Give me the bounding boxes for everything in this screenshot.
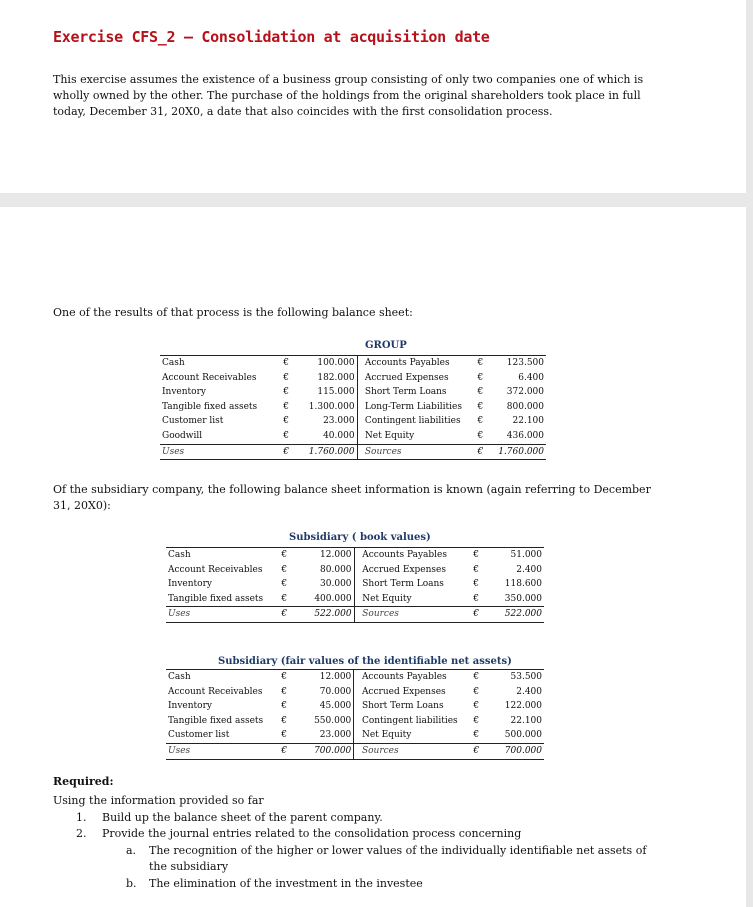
right-label: Short Term Loans	[362, 579, 444, 590]
table-row	[166, 685, 544, 700]
left-currency: €	[281, 715, 288, 726]
right-label: Net Equity	[364, 430, 415, 441]
right-label: Long-Term Liabilities	[364, 401, 462, 412]
item-1-text: Build up the balance sheet of the parent company.	[102, 811, 383, 824]
left-currency: €	[275, 607, 293, 623]
table-row	[166, 548, 544, 563]
subsidiary-book-table	[166, 547, 544, 623]
table-row	[166, 714, 544, 729]
right-amount: 436.000	[506, 430, 544, 441]
right-amount: 122.000	[504, 701, 542, 712]
right-label: Accrued Expenses	[362, 564, 446, 575]
required-intro: Using the information provided so far	[53, 794, 264, 807]
exercise-title: Exercise CFS_2 – Consolidation at acquisition date	[53, 28, 490, 46]
subitem-b-number: b.	[126, 877, 137, 890]
left-currency: €	[275, 548, 293, 563]
left-amount: 23.000	[295, 414, 357, 429]
right-currency: €	[467, 670, 485, 685]
table-row	[160, 371, 546, 386]
right-currency: €	[472, 356, 489, 371]
left-amount: 100.000	[295, 356, 357, 371]
left-amount: 12.000	[293, 548, 354, 563]
left-amount: 1.300.000	[295, 400, 357, 415]
left-amount: 1.760.000	[295, 444, 357, 460]
right-currency: €	[467, 743, 485, 759]
right-amount: 350.000	[504, 593, 542, 604]
page-2	[0, 207, 746, 907]
right-currency: €	[473, 701, 480, 712]
left-amount: 522.000	[293, 607, 354, 623]
right-amount: 522.000	[485, 607, 544, 623]
left-currency: €	[283, 401, 289, 412]
left-label: Cash	[166, 548, 275, 563]
right-amount: 372.000	[506, 387, 544, 398]
subitem-a-number: a.	[126, 844, 137, 857]
right-label: Accounts Payables	[360, 548, 467, 563]
left-currency: €	[283, 430, 289, 441]
left-label: Customer list	[168, 730, 230, 741]
table-row	[160, 356, 546, 371]
right-amount: 2.400	[516, 564, 542, 575]
table-row	[166, 592, 544, 607]
right-amount: 22.100	[512, 416, 544, 427]
right-label: Contingent liabilities	[364, 416, 461, 427]
left-amount: 550.000	[293, 714, 354, 729]
left-currency: €	[278, 444, 295, 460]
right-currency: €	[467, 548, 485, 563]
right-label: Sources	[363, 444, 472, 460]
left-currency: €	[281, 593, 288, 604]
left-amount: 80.000	[293, 563, 354, 578]
intro-paragraph: This exercise assumes the existence of a business group consisting of only two companies one of which is wholly owned by the other. The purchase of the holdings from the original shareholders took place in full today, December 31, 20X0, a date that also coincides with the first consolidation process.	[53, 73, 644, 118]
left-label: Cash	[166, 670, 275, 685]
left-label: Uses	[166, 607, 275, 623]
left-currency: €	[275, 743, 293, 759]
left-currency: €	[281, 579, 288, 590]
right-currency: €	[473, 593, 479, 604]
item-1-number: 1.	[76, 811, 87, 824]
required-heading: Required:	[53, 775, 114, 788]
left-label: Tangible fixed assets	[162, 401, 258, 412]
table-row	[166, 563, 544, 578]
right-currency: €	[473, 715, 480, 726]
subitem-b-text: The elimination of the investment in the investee	[149, 877, 423, 890]
table-row	[160, 429, 546, 444]
left-label: Uses	[166, 743, 275, 759]
subitem-a-text: The recognition of the higher or lower values of the individually identifiable net assets of the subsidiary	[149, 844, 647, 873]
left-currency: €	[281, 686, 288, 697]
subsidiary-fair-title: Subsidiary (fair values of the identifiable net assets)	[218, 656, 512, 667]
left-amount: 70.000	[293, 685, 354, 700]
subsidiary-intro: Of the subsidiary company, the following balance sheet information is known (again referring to December 31, 20X0):	[53, 483, 651, 512]
left-label: Inventory	[168, 701, 212, 712]
table-row	[166, 577, 544, 592]
right-amount: 53.500	[485, 670, 544, 685]
table-row	[160, 385, 546, 400]
right-label: Sources	[360, 607, 467, 623]
left-amount: 40.000	[295, 429, 357, 444]
left-label: Account Receivables	[168, 686, 263, 697]
left-currency: €	[281, 701, 288, 712]
left-currency: €	[278, 356, 295, 371]
right-label: Short Term Loans	[364, 387, 447, 398]
right-currency: €	[477, 372, 484, 383]
left-amount: 700.000	[293, 743, 354, 759]
table-row	[166, 699, 544, 714]
right-currency: €	[467, 607, 485, 623]
left-amount: 30.000	[293, 577, 354, 592]
left-label: Tangible fixed assets	[168, 593, 264, 604]
table-row	[160, 400, 546, 415]
right-amount: 22.100	[510, 715, 542, 726]
left-currency: €	[283, 387, 289, 398]
left-label: Cash	[160, 356, 278, 371]
right-amount: 51.000	[485, 548, 544, 563]
subsidiary-book-title: Subsidiary ( book values)	[289, 532, 431, 543]
left-amount: 115.000	[295, 385, 357, 400]
right-amount: 2.400	[516, 686, 542, 697]
right-currency: €	[477, 387, 484, 398]
left-label: Customer list	[162, 416, 224, 427]
right-label: Contingent liabilities	[361, 715, 458, 726]
subsidiary-fair-table	[166, 669, 544, 760]
right-currency: €	[473, 564, 479, 575]
left-amount: 182.000	[295, 371, 357, 386]
left-amount: 23.000	[293, 728, 354, 743]
left-currency: €	[281, 564, 288, 575]
left-label: Goodwill	[162, 430, 203, 441]
page-1	[0, 0, 746, 193]
item-2-text: Provide the journal entries related to the consolidation process concerning	[102, 827, 522, 840]
right-currency: €	[477, 401, 484, 412]
right-amount: 123.500	[489, 356, 546, 371]
left-label: Account Receivables	[162, 372, 257, 383]
right-label: Net Equity	[362, 593, 412, 604]
right-label: Accrued Expenses	[361, 686, 446, 697]
right-label: Accrued Expenses	[364, 372, 449, 383]
right-amount: 500.000	[504, 730, 542, 741]
right-label: Net Equity	[361, 730, 412, 741]
left-label: Tangible fixed assets	[168, 715, 264, 726]
right-amount: 1.760.000	[489, 444, 546, 460]
table-row	[160, 444, 546, 460]
right-currency: €	[472, 444, 489, 460]
table-row	[166, 743, 544, 759]
lead-sentence: One of the results of that process is the following balance sheet:	[53, 306, 413, 319]
right-amount: 118.600	[504, 579, 542, 590]
right-amount: 6.400	[518, 372, 544, 383]
right-currency: €	[473, 686, 480, 697]
right-currency: €	[473, 730, 480, 741]
right-label: Accounts Payables	[363, 356, 472, 371]
table-row	[166, 728, 544, 743]
left-label: Inventory	[162, 387, 206, 398]
item-2-number: 2.	[76, 827, 87, 840]
right-label: Short Term Loans	[361, 701, 444, 712]
right-amount: 800.000	[506, 401, 544, 412]
left-amount: 12.000	[293, 670, 354, 685]
right-currency: €	[473, 579, 479, 590]
right-label: Sources	[360, 743, 468, 759]
left-amount: 400.000	[293, 592, 354, 607]
table-row	[166, 670, 544, 685]
left-currency: €	[283, 372, 289, 383]
left-amount: 45.000	[293, 699, 354, 714]
right-currency: €	[477, 416, 484, 427]
left-currency: €	[281, 730, 288, 741]
right-currency: €	[477, 430, 484, 441]
left-currency: €	[283, 416, 289, 427]
right-amount: 700.000	[485, 743, 544, 759]
left-label: Uses	[160, 444, 278, 460]
group-table	[160, 355, 546, 460]
table-row	[160, 414, 546, 429]
right-label: Accounts Payables	[360, 670, 468, 685]
group-title: GROUP	[365, 340, 407, 351]
left-currency: €	[275, 670, 293, 685]
left-label: Account Receivables	[168, 564, 263, 575]
table-row	[166, 607, 544, 623]
left-label: Inventory	[168, 579, 212, 590]
